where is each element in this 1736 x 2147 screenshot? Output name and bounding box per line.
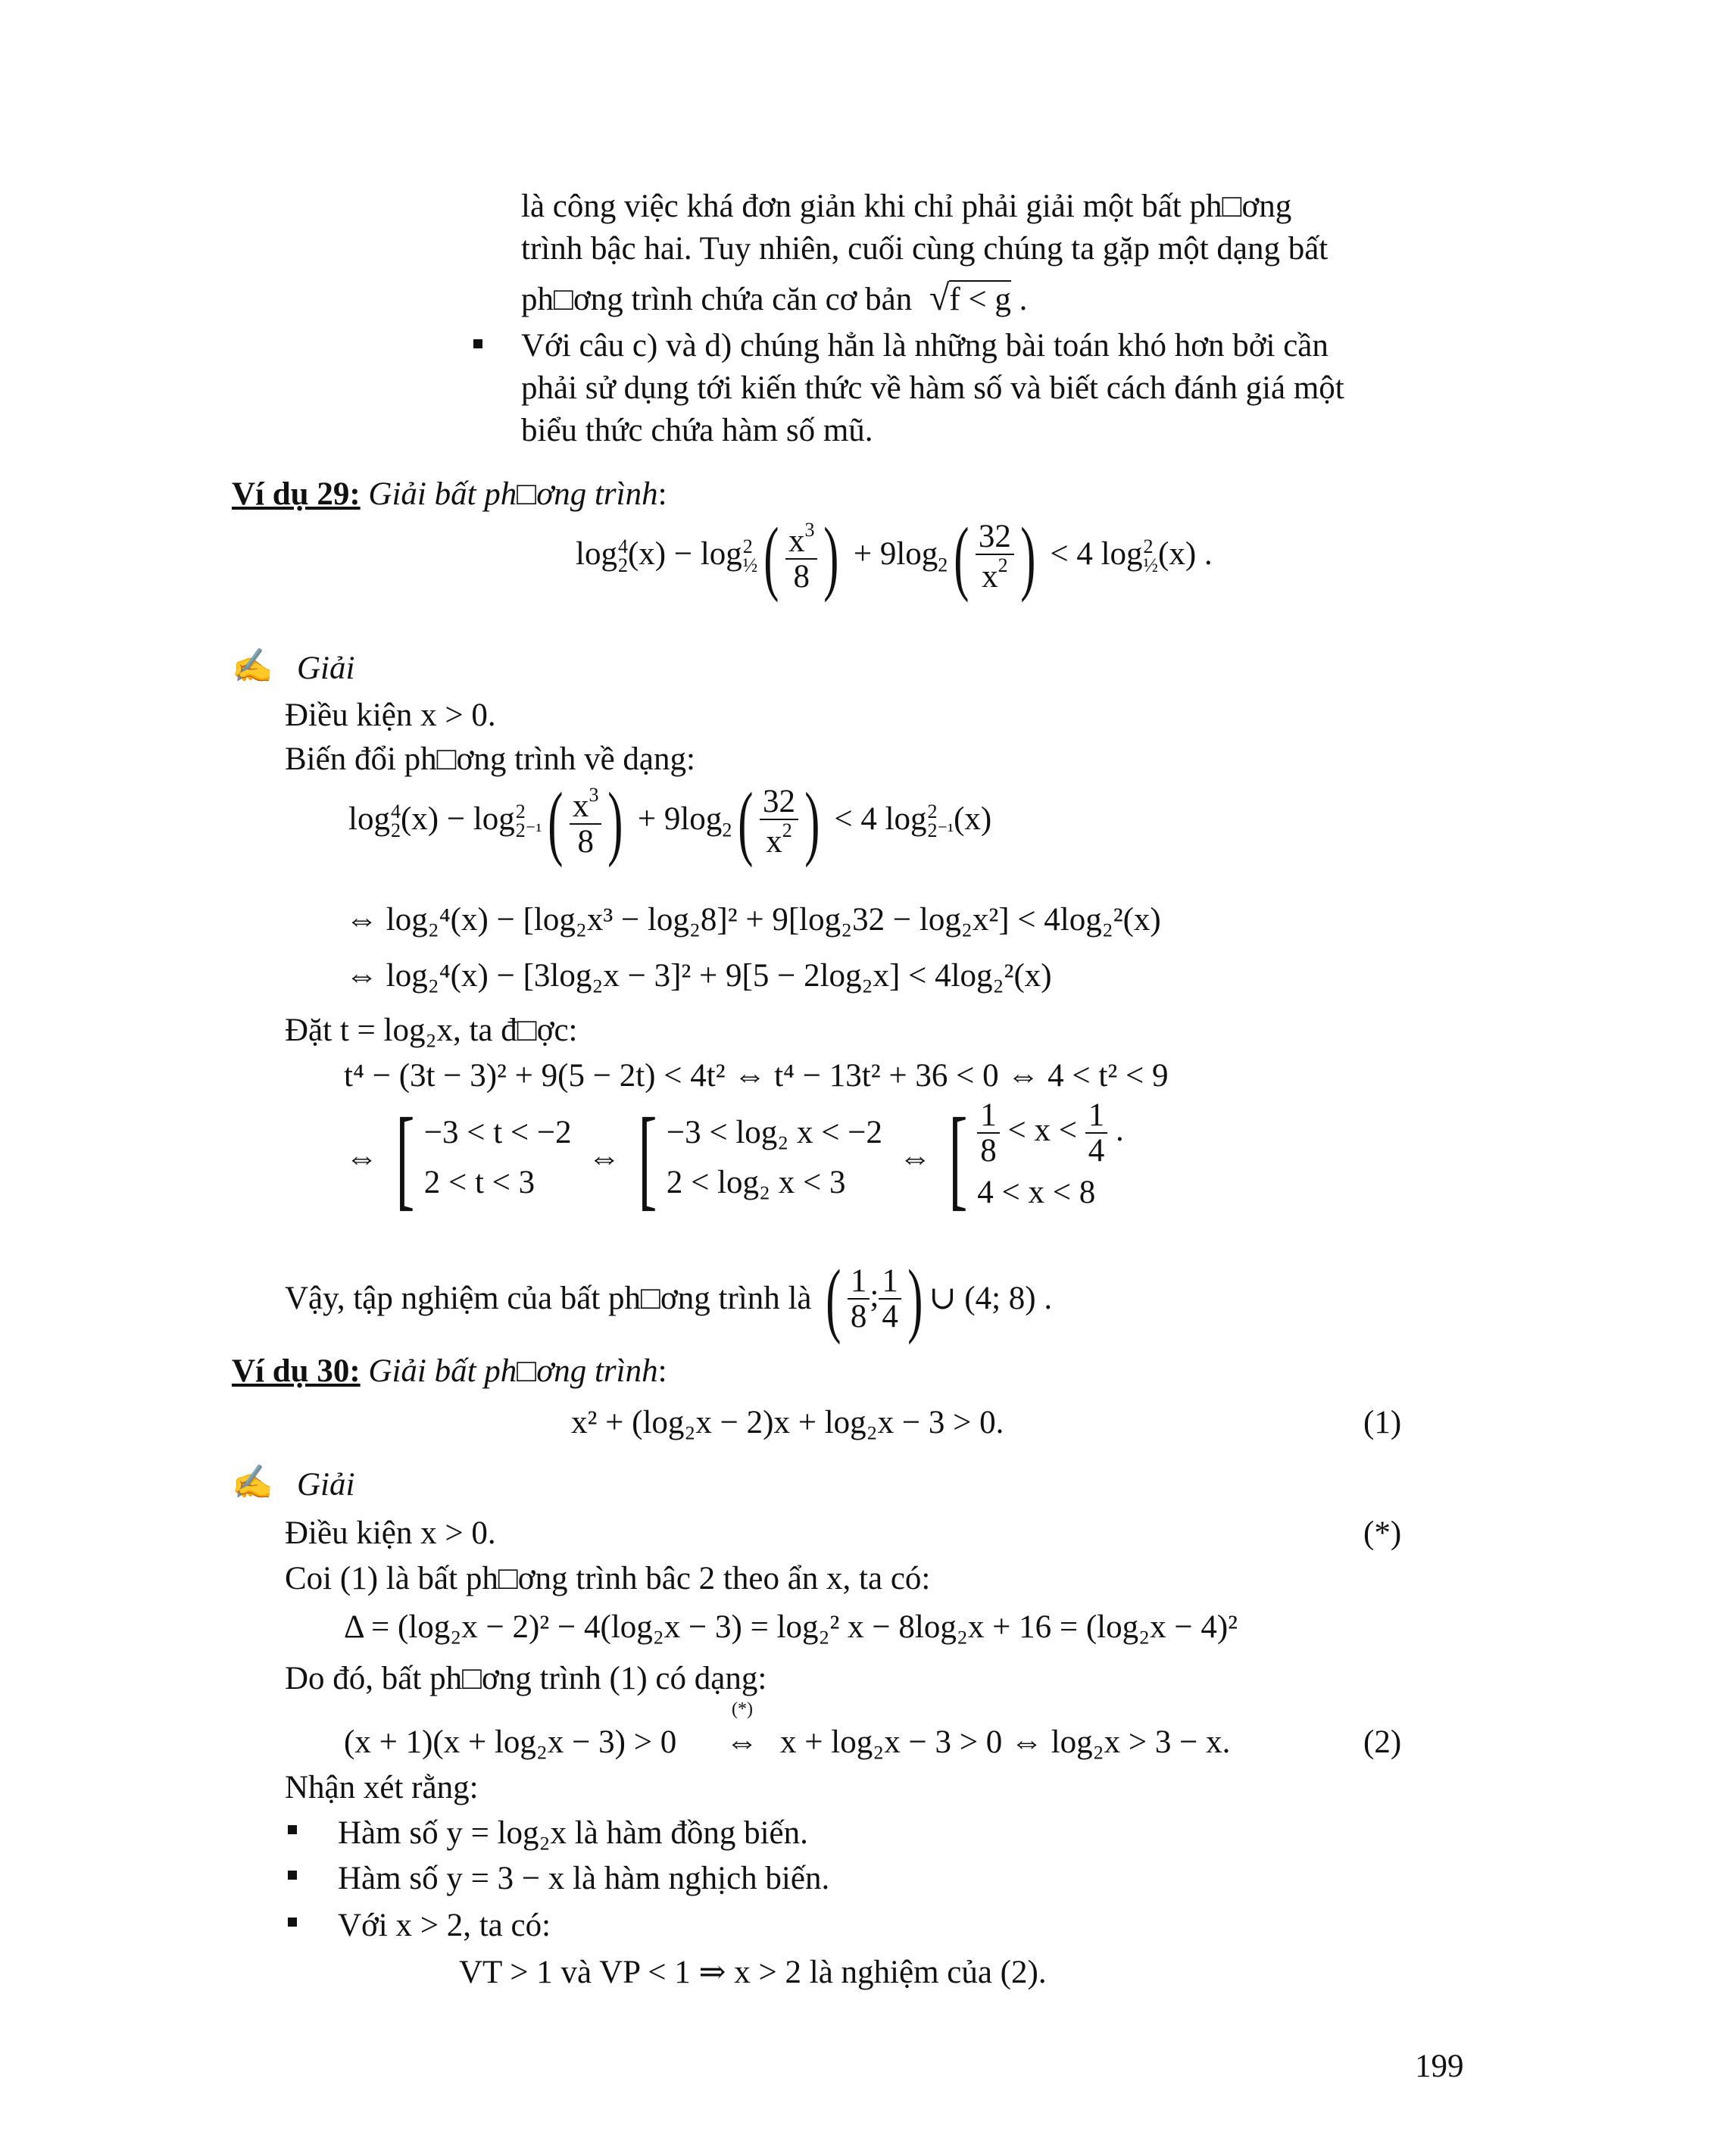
remark-bullet-3: Với x > 2, ta có: <box>338 1908 551 1943</box>
solution-30-consider: Coi (1) là bất ph□ơng trình bâc 2 theo ẩn x, ta có: <box>285 1561 931 1596</box>
example-30-task: Giải bất ph□ơng trình <box>368 1353 658 1389</box>
example-29-heading: Ví dụ 29: Giải bất ph□ơng trình: <box>232 476 667 512</box>
solution-30-remark: Nhận xét rằng: <box>285 1770 479 1805</box>
system-1: −3 < t < −2 2 < t < 3 <box>423 1114 572 1201</box>
solution-29-conclusion: Vậy, tập nghiệm của bất ph□ơng trình là ( $\frac{1}{8}$ ; $\frac{1}{4}$ ) ∪ (4; 8) . <box>285 1253 1053 1345</box>
page-number: 199 <box>1415 2049 1464 2084</box>
solution-29-systems: ⇔ [ −3 < t < −2 2 < t < 3 ⇔ [ −3 < log₂ x < −2 2 < log₂ x < 3 ⇔ [ $\frac{1}{8}$ < x < $\frac{1}{4}$ . 4 < x < 8 <box>345 1095 1124 1222</box>
example-30-label: Ví dụ 30: <box>232 1353 361 1389</box>
example-30-heading: Ví dụ 30: Giải bất ph□ơng trình: <box>232 1353 667 1389</box>
equation-number-2: (2) <box>1363 1724 1402 1760</box>
bullet-line-2: phải sử dụng tới kiến thức về hàm số và biết cách đánh giá một <box>521 370 1344 406</box>
system-3: $\frac{1}{8}$ < x < $\frac{1}{4}$ . 4 < x < 8 <box>977 1097 1124 1211</box>
bullet-marker <box>473 339 482 348</box>
solution-29-step-1: log 4 2 (x) − log 2 2⁻¹ ( $\frac{x^3}{8}$ ) + $9\log_2$( $\frac{32}{x^2}$ ) < 4 log 2 2⁻¹ (x) <box>348 775 992 868</box>
sqrt-symbol: √ <box>920 278 950 318</box>
solution-29-substitution: Đặt t = log₂x, ta đ□ợc: <box>285 1013 578 1048</box>
solution-29-header: Giải <box>297 651 355 686</box>
solution-30-factored-b: x + log₂x − 3 > 0 ⇔ log₂x > 3 − x. <box>780 1724 1231 1760</box>
remark-bullet-2: Hàm số y = 3 − x là hàm nghịch biến. <box>338 1861 830 1896</box>
fraction-x3-over-8: $\frac{x^3}{8}$ <box>785 520 818 594</box>
star-above-iff: (*) <box>732 1699 753 1719</box>
intro-line-3-text: ph□ơng trình chứa căn cơ bản <box>521 282 913 317</box>
solution-29-transform: Biến đổi ph□ơng trình về dạng: <box>285 741 695 777</box>
system-2: −3 < log₂ x < −2 2 < log₂ x < 3 <box>666 1114 883 1201</box>
example-29-task: Giải bất ph□ơng trình <box>368 476 658 512</box>
remark-bullet-1: Hàm số y = log₂x là hàm đồng biến. <box>338 1815 808 1851</box>
bullet-marker <box>288 1918 297 1927</box>
condition-tag: (*) <box>1363 1515 1402 1551</box>
solution-29-condition: Điều kiện x > 0. <box>285 697 496 733</box>
bullet-line-1: Với câu c) và d) chúng hẳn là những bài toán khó hơn bởi cần <box>521 328 1329 364</box>
intro-line-2: trình bậc hai. Tuy nhiên, cuối cùng chúng ta gặp một dạng bất <box>521 231 1329 267</box>
bullet-line-3: biểu thức chứa hàm số mũ. <box>521 413 873 448</box>
solution-30-factored-a: (x + 1)(x + log₂x − 3) > 0 <box>344 1724 677 1760</box>
pen-icon: ✍ <box>232 648 273 685</box>
iff-symbol: ⇔ <box>726 1724 758 1760</box>
solution-30-hence: Do đó, bất ph□ơng trình (1) có dạng: <box>285 1661 767 1696</box>
fraction-32-over-x2: $\frac{32}{x^2}$ <box>976 520 1014 594</box>
sqrt-math: f < g <box>949 282 1011 317</box>
solution-29-step-2: ⇔ log₂⁴(x) − [log₂x³ − log₂8]² + 9[log₂32 − log₂x²] < 4log₂²(x) <box>345 902 1161 938</box>
example-29-label: Ví dụ 29: <box>232 476 361 512</box>
example-30-equation: x² + (log₂x − 2)x + log₂x − 3 > 0. <box>571 1405 1004 1440</box>
equation-number-1: (1) <box>1363 1405 1402 1440</box>
remark-bullet-3-detail: VT > 1 và VP < 1 ⇒ x > 2 là nghiệm của (2). <box>459 1955 1047 1990</box>
solution-29-step-3: ⇔ log₂⁴(x) − [3log₂x − 3]² + 9[5 − 2log₂x] < 4log₂²(x) <box>345 958 1052 994</box>
solution-30-header: Giải <box>297 1467 355 1503</box>
solution-30-delta: Δ = (log₂x − 2)² − 4(log₂x − 3) = log₂² x − 8log₂x + 16 = (log₂x − 4)² <box>344 1609 1238 1645</box>
solution-30-condition: Điều kiện x > 0. <box>285 1515 496 1551</box>
intro-line-3: ph□ơng trình chứa căn cơ bản √f < g . <box>521 278 1028 318</box>
bullet-marker <box>288 1871 297 1880</box>
intro-line-1: là công việc khá đơn giản khi chỉ phải giải một bất ph□ơng <box>521 189 1292 224</box>
pen-icon-2: ✍ <box>232 1464 273 1501</box>
solution-29-polynomial: t⁴ − (3t − 3)² + 9(5 − 2t) < 4t² ⇔ t⁴ − 13t² + 36 < 0 ⇔ 4 < t² < 9 <box>344 1058 1169 1094</box>
example-29-equation: log 4 2 (x) − log 2 ½ ( $\frac{x^3}{8}$ ) + $9\log_2$( $\frac{32}{x^2}$ ) < 4 log 2 ½ (x) . <box>576 510 1213 603</box>
bullet-marker <box>288 1825 297 1834</box>
